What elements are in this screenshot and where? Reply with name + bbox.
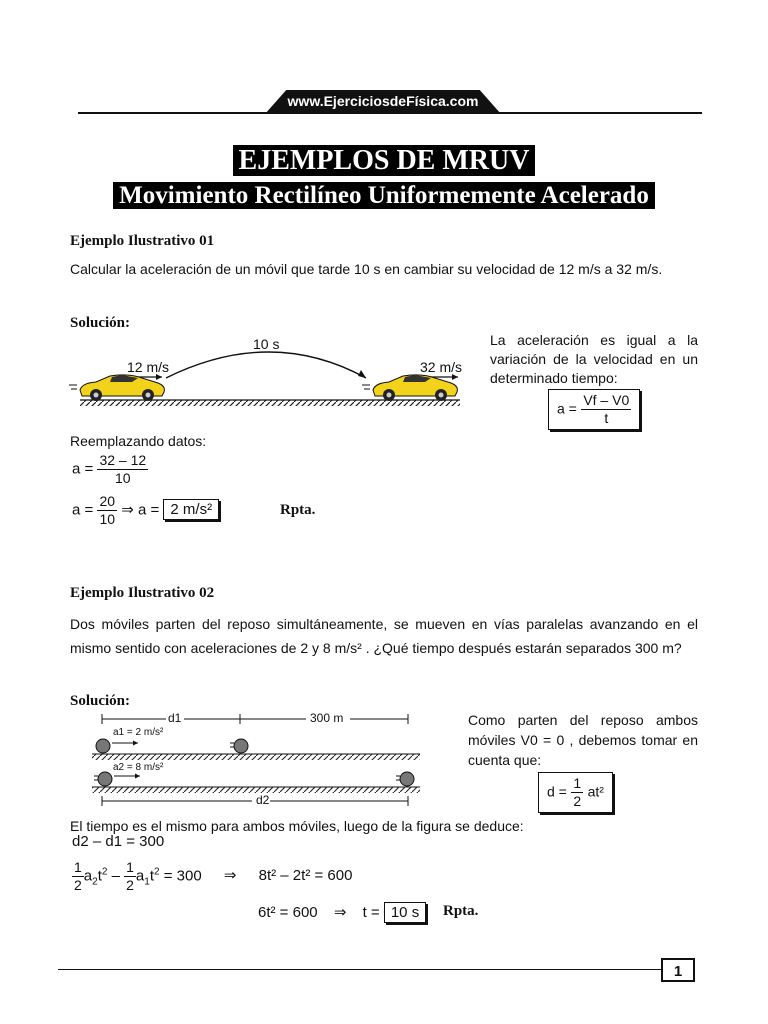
acceleration-1-label: a1 = 2 m/s² xyxy=(113,727,164,738)
answer-label-2: Rpta. xyxy=(443,903,479,919)
example-1-statement: Calcular la aceleración de un móvil que tarde 10 s en cambiar su velocidad de 12 m/s a 32 m/s. xyxy=(70,261,663,277)
car-icon xyxy=(69,375,164,401)
example-1-note: La aceleración es igual a la variación de la velocidad en un determinado tiempo: xyxy=(490,332,698,386)
d2-label: d2 xyxy=(256,793,270,807)
example-2-note: Como parten del reposo ambos móviles V0 = 0 , debemos tomar en cuenta que: xyxy=(468,712,698,768)
equation-1: d2 – d1 = 300 xyxy=(72,833,165,850)
equation-3: 6t² = 600 ⇒ t = 10 s xyxy=(258,902,426,923)
separation-label: 300 m xyxy=(310,711,344,725)
step-2: a = $\frac{20}{10}$ ⇒ a = 2 m/s² xyxy=(72,493,219,528)
example-2-solution-label: Solución: xyxy=(70,693,131,709)
final-result-box: 10 s xyxy=(384,902,426,923)
car-icon xyxy=(362,375,457,401)
initial-velocity-label: 12 m/s xyxy=(127,359,170,375)
example-2-heading: Ejemplo Ilustrativo 02 xyxy=(70,585,215,601)
sphere-icon xyxy=(96,739,110,753)
site-url: www.EjerciciosdeFísica.com xyxy=(287,93,479,109)
track-1 xyxy=(92,754,420,760)
sphere-icon xyxy=(400,772,414,786)
result-box: 2 m/s² xyxy=(163,499,219,520)
d1-label: d1 xyxy=(168,711,182,725)
ground-hatch xyxy=(80,400,460,406)
main-title: EJEMPLOS DE MRUV xyxy=(0,145,768,177)
sub-title: Movimiento Rectilíneo Uniformemente Acelerado xyxy=(0,182,768,210)
page-number: 1 xyxy=(661,958,695,982)
equation-2: $\frac{1}{2}$ $a_2t^2$ – $\frac{1}{2}$ $a_1t^2 = 300$ ⇒ 8t² – 2t² = 600 xyxy=(74,859,353,893)
arc-arrowhead xyxy=(358,370,366,378)
answer-label: Rpta. xyxy=(280,502,316,518)
deduce-text: El tiempo es el mismo para ambos móviles, luego de la figura se deduce: xyxy=(70,818,524,834)
step-1: a = $\frac{32 - 12}{10}$ xyxy=(72,452,147,486)
example-2-statement: Dos móviles parten del reposo simultáneamente, se mueven en vías paralelas avanzando en el mismo sentido con aceleraciones de 2 y 8 m/s² . ¿Qué tiempo después estarán separados 300 m? xyxy=(70,616,698,656)
footer-rule xyxy=(58,969,662,970)
replace-data-label: Reemplazando datos: xyxy=(70,433,207,449)
trajectory-arc xyxy=(166,352,366,378)
distance-formula-box: d = $\frac{1}{2}$ at² xyxy=(538,772,613,813)
acceleration-2-label: a2 = 8 m/s² xyxy=(113,762,164,773)
example-1-solution-label: Solución: xyxy=(70,315,131,331)
final-velocity-label: 32 m/s xyxy=(420,359,463,375)
sphere-icon xyxy=(234,739,248,753)
time-label: 10 s xyxy=(253,336,280,352)
sphere-icon xyxy=(98,772,112,786)
acceleration-formula-box: a = $\frac{Vf - V0}{t}$ xyxy=(548,389,640,430)
example-1-heading: Ejemplo Ilustrativo 01 xyxy=(70,233,215,249)
